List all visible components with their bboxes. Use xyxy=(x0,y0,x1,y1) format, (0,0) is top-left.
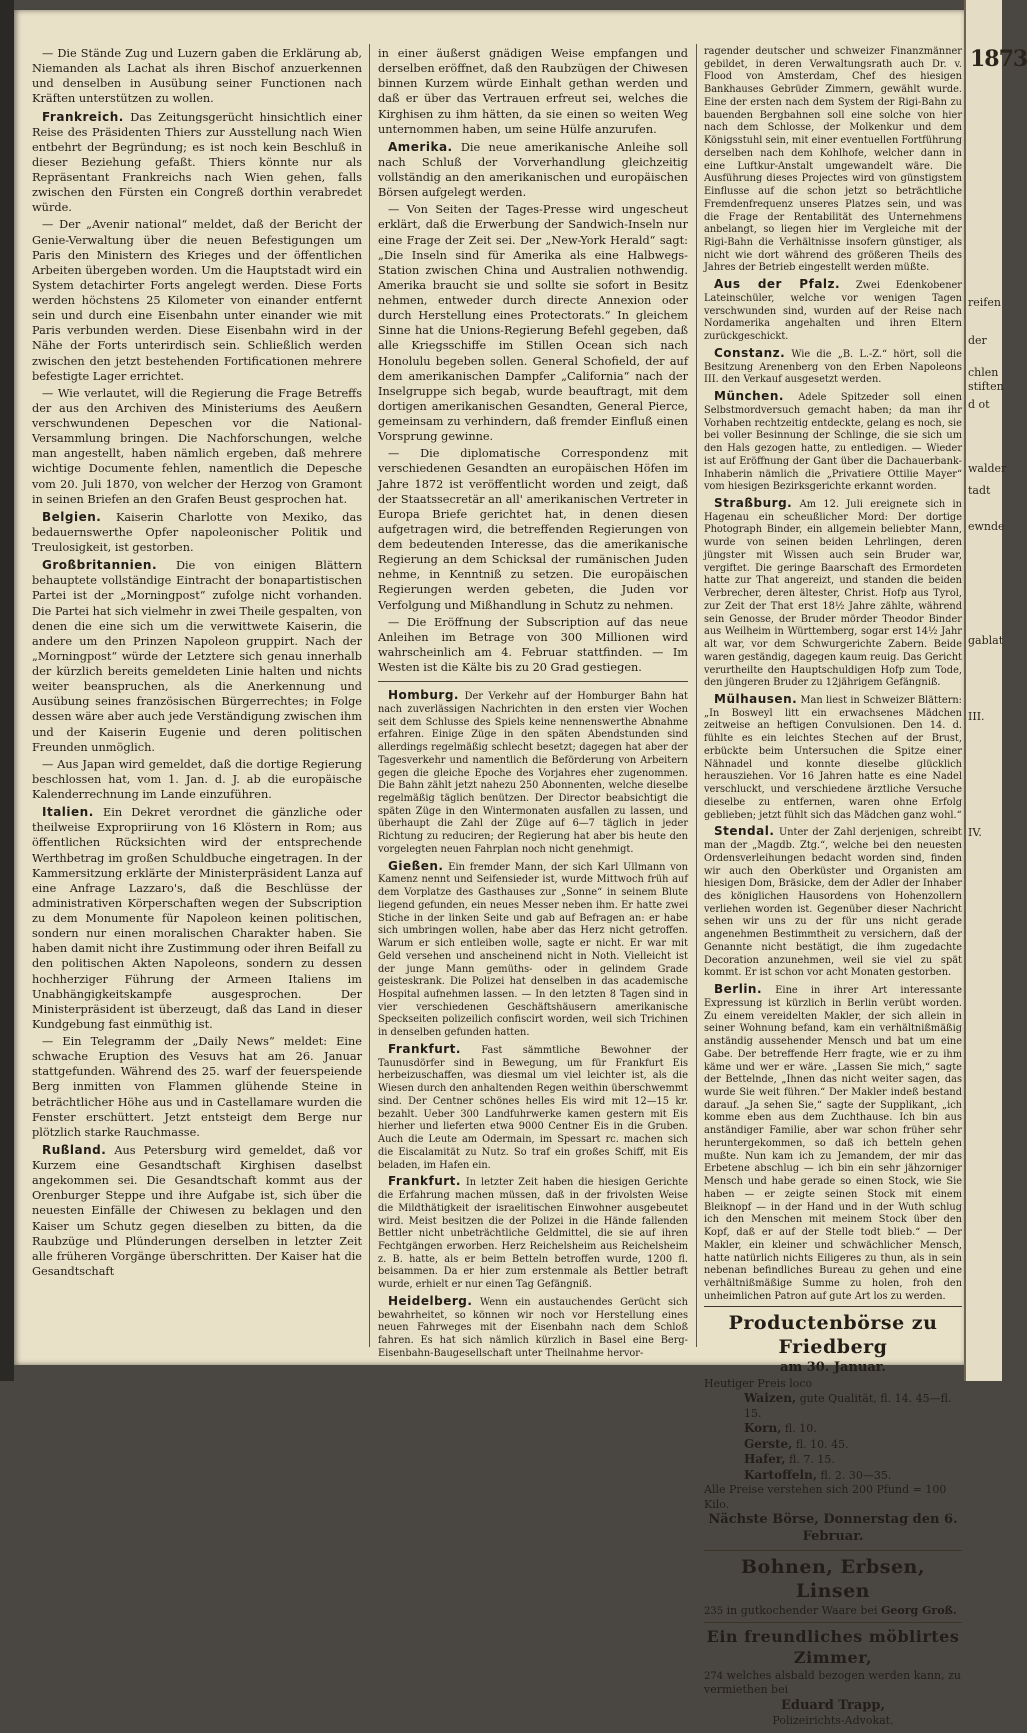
paragraph: — Wie verlautet, will die Regierung die Frage Betreffs der aus den Archiven des Ministeriums des Aeußern verschwundenen Depeschen vor die National-Versammlung bringen. Die Nachforschungen, welche man angestellt, haben nämlich ergeben, daß mehrere wichtige Documente fehlen, namentlich die Depesche vom 20. Juli 1870, von welcher der Herzog von Gramont in seinen Briefen an den Grafen Beust gesprochen hat. xyxy=(32,386,362,506)
edge-fragment: d ot xyxy=(968,398,990,411)
article-text: In letzter Zeit haben die hiesigen Gerichte die Erfahrung machen müssen, daß in der frivolsten Weise die Mildthätigkeit der israelitischen Einwohner ausgebeutet wird. Meist besitzen die der Polizei in die Hände fallenden Bettler nicht unbeträchtliche Geldmittel, die sie auf ihren Fechtgängen erworben. Herz Reichelsheim aus Reichelsheim z. B. hatte, als er beim Betteln betroffen wurde, 1200 fl. beisammen. Da er hier zum erstenmale als Bettler betraft wurde, erhielt er nur einen Tag Gefängniß. xyxy=(378,1177,688,1291)
section-heading: München. xyxy=(714,389,784,404)
price-value: fl. 10. xyxy=(784,1421,817,1435)
ad-productenboerse xyxy=(704,1306,962,1550)
section-heading: Frankreich. xyxy=(42,109,124,124)
newspaper-page xyxy=(14,10,964,1728)
ad-body xyxy=(704,1669,962,1698)
price-value: fl. 7. 15. xyxy=(789,1453,835,1467)
section-heading: Gießen. xyxy=(388,858,444,873)
ad-intro: Heutiger Preis loco xyxy=(704,1376,813,1390)
ad-number: 235 xyxy=(704,1606,724,1618)
section-heading: Stendal. xyxy=(714,824,775,839)
ad-body xyxy=(704,1604,962,1618)
edge-fragment: der xyxy=(968,334,987,347)
price-row xyxy=(704,1391,962,1421)
edge-fragment: ewnde xyxy=(968,520,1005,533)
section-heading: Belgien. xyxy=(42,509,102,524)
edge-fragment: chlen xyxy=(968,366,999,379)
price-row xyxy=(704,1452,962,1468)
ad-name: Georg Groß. xyxy=(880,1604,957,1618)
article-text: Die von einigen Blättern behauptete vollständige Eintracht der bonapartistischen Partei ist der „Morningpost“ zufolge nicht vorhanden. Die Partei hat sich vielmehr in zwei Theile gespalten, von denen die eine sich um die verwittwete Kaiserin, die andere um den Prinzen Napoleon gruppirt. Nach der „Morningpost“ würde der Letztere sich genau innerhalb der kürzlich bereits gemeldeten Linie halten und nichts weiter beanspruchen, als die Anerkennung und Ausübung seines französischen Bürgerrechtes; in Folge dessen wäre aber auch jede Verständigung zwischen ihm und der Kaiserin Eugenie und deren politischen Freunden unmöglich. xyxy=(32,559,362,754)
adjacent-page-edge xyxy=(964,0,1027,1381)
section-heading: Homburg. xyxy=(388,688,459,703)
article-text: Eine in ihrer Art interessante Expressung ist kürzlich in Berlin verübt worden. Zu einem vereidelten Makler, der sich allein in seiner Wohnung befand, kam ein verhältnißmäßig anständig aussehender Mensch und bat um eine Gabe. Der betreffende Herr fragte, wie er zu ihm käme und wer er wäre. „Lassen Sie mich,“ sagte der Bettelnde, „Ihnen das nicht weiter sagen, das wurde Sie weit führen.“ Der Makler indeß bestand darauf. „Ja sehen Sie,“ sagte der Supplikant, „ich komme eben aus dem Zuchthause. Ich bin aus anständiger Familie, aber war schon früher sehr heruntergekommen, so daß ich betteln gehen mußte. Nun kam ich zu Jemandem, der mir das Erbetene abschlug — ich bin ein sehr jähzorniger Mensch und habe gerade so einen Stock, wie Sie haben — er zeigte seinen Stock mit einem Bleiknopf — in der Hand und in der Wuth schlug ich den Menschen mit meinem Stock über den Kopf, daß er auf der Stelle todt blieb.“ — Der Makler, ein kleiner und schwächlicher Mensch, hatte natürlich nichts Eiligeres zu thun, als in sein nebenan befindliches Bureau zu gehen und eine verhältnißmäßige Summe zu holen, froh den unheimlichen Patron auf gute Art los zu werden. xyxy=(704,985,962,1302)
paragraph: in einer äußerst gnädigen Weise empfangen und derselben eröffnet, daß den Raubzügen der Chiwesen binnen Kurzem würde Einhalt gethan werden und daß er über das Vertrauen erfreut sei, welches die Kirghisen zu ihm hätten, da sie einen so weiten Weg unternommen haben, um seine Hülfe anzurufen. xyxy=(378,47,688,136)
ad-title: Productenbörse zu Friedberg xyxy=(728,1311,938,1359)
price-row xyxy=(704,1437,962,1453)
paragraph: — Von Seiten der Tages-Presse wird ungescheut erklärt, daß die Erwerbung der Sandwich-Inseln nur eine Frage der Zeit sei. Der „New-York Herald“ sagt: „Die Inseln sind für Amerika als eine Halbwegs-Station zwischen China und Australien nothwendig. Amerika braucht sie und sollte sie sofort in Besitz nehmen, entweder durch directe Annexion oder durch Herstellung eines Protectorats.“ In gleichem Sinne hat die Unions-Regierung Befehl gegeben, daß alle Kriegsschiffe im Stillen Ocean sich nach Honolulu begeben sollen. General Schofield, der auf dem amerikanischen Dampfer „California“ nach der Inselgruppe sich begab, wurde beauftragt, mit dem dortigen amerikanischen Gesandten, General Pierce, gemeinsam zu verhindern, daß fremder Einfluß einen Vorsprung gewinne. xyxy=(378,203,688,444)
price-value: fl. 2. 30—35. xyxy=(820,1468,892,1482)
article-russland xyxy=(32,1142,362,1279)
article-heidelberg xyxy=(378,1294,688,1361)
column-2 xyxy=(378,46,688,1359)
ad-bohnen xyxy=(704,1550,962,1623)
article-text: Wie die „B. L.-Z.“ hört, soll die Besitzung Arenenberg von den Erben Napoleons III. den Verkauf ausgesetzt werden. xyxy=(704,348,962,386)
paragraph: — Die Stände Zug und Luzern gaben die Erklärung ab, Niemanden als Lachat als ihren Bischof anzuerkennen und denselben in Ausübung seiner Functionen nach Kräften unterstützen zu wollen. xyxy=(32,47,362,106)
paragraph: — Die Eröffnung der Subscription auf das neue Anleihen im Betrage von 300 Millionen wird wahrscheinlich am 4. Februar stattfinden. — Im Westen ist die Kälte bis zu 20 Grad gestiegen. xyxy=(378,615,688,674)
article-pfalz xyxy=(704,277,962,344)
paragraph: — Die diplomatische Correspondenz mit verschiedenen Gesandten an europäischen Höfen im Jahre 1872 ist veröffentlicht worden und zeigt, daß der Staatssecretär an all' amerikanischen Vertreter in Europa Briefe gerichtet hat, in denen diesen aufgetragen wird, die betreffenden Regierungen von dem bedeutenden Interesse, das die amerikanische Regierung an dem Schicksal der rumänischen Juden nehme, in Kenntniß zu setzen. Die europäischen Regierungen werden gebeten, die Juden vor Verfolgung und Mißhandlung in Schutz zu nehmen. xyxy=(378,447,688,612)
article-text: Adele Spitzeder soll einen Selbstmordversuch gemacht haben; da man ihr Vorhaben rechtzeitig entdeckte, gelang es noch, sie bei voller Besinnung der Schlinge, die sie sich um den Hals gezogen hatte, zu entledigen. — Wieder ist auf Eröffnung der Gant über die Dachauerbank-Inhaberin nämlich die „Privatiere Ottilie Mayer“ vom hiesigen Bezirksgerichte erkannt worden. xyxy=(704,392,962,493)
article-text: Ein fremder Mann, der sich Karl Ullmann von Kamenz nennt und Seifensieder ist, wurde Mittwoch früh auf dem Vorplatze des Gasthauses zur „Sonne“ in seinem Blute liegend gefunden, ein neues Messer neben ihm. Er hatte zwei Stiche in der linken Seite und gab auf Befragen an: er habe sich umbringen wollen, habe aber das Herz nicht getroffen. Warum er sich entleiben wolle, sagte er nicht. Er war mit Geld versehen und anscheinend nicht in Noth. Vielleicht ist der junge Mann gemüths- oder in gelindem Grade geisteskrank. Die Polizei hat denselben in das academische Hospital aufnehmen lassen. — In den letzten 8 Tagen sind in vier verschiedenen Geschäftshäusern amerikanische Speckseiten polizeilich confiscirt worden, weil sich Trichinen in denselben gefunden hatten. xyxy=(378,861,688,1039)
section-heading: Constanz. xyxy=(714,345,786,360)
article-text: Zwei Edenkobener Lateinschüler, welche vor wenigen Tagen verschwunden sind, wurden auf der Reise nach Nordamerika angehalten und ihren Eltern zurückgeschickt. xyxy=(704,280,962,343)
ad-role: Polizeirichts-Advokat. xyxy=(772,1714,894,1728)
article-text: Das Zeitungsgerücht hinsichtlich einer Reise des Präsidenten Thiers zur Ausstellung nach Wien entbehrt der Begründung; es ist noch kein Beschluß in dieser Beziehung gefaßt. Thiers könnte nur als Repräsentant Frankreichs nach Wien gehen, falls zwischen den Fürsten ein Congreß dorthin verabredet würde. xyxy=(32,110,363,215)
price-value: gute Qualität, fl. 14. 45—fl. 15. xyxy=(744,1392,952,1420)
edge-fragment: reifen xyxy=(968,296,1001,309)
ad-text: welches alsbald bezogen werden kann, zu vermiethen bei xyxy=(704,1668,961,1697)
column-rule xyxy=(369,44,370,1347)
local-news xyxy=(378,688,688,1360)
edge-fragment: III. xyxy=(968,710,985,723)
article-frankfurt xyxy=(378,1042,688,1172)
section-heading: Berlin. xyxy=(714,982,763,997)
section-heading: Mülhausen. xyxy=(714,691,798,706)
section-divider xyxy=(378,681,688,682)
paragraph: — Aus Japan wird gemeldet, daß die dortige Regierung beschlossen hat, vom 1. Jan. d. J. ab die europäische Kalenderrechnung im Lande einzuführen. xyxy=(32,757,362,801)
column-1 xyxy=(32,46,362,1345)
article-text: Kaiserin Charlotte von Mexiko, das bedauernswerthe Opfer napoleonischer Politik und Treulosigkeit, ist gestorben. xyxy=(32,510,363,554)
ad-note: Alle Preise verstehen sich 200 Pfund = 100 Kilo. xyxy=(704,1483,947,1511)
article-muenchen xyxy=(704,389,962,494)
article-text: Am 12. Juli ereignete sich in Hagenau ein scheußlicher Mord: Der dortige Photograph Binder, ein allgemein beliebter Mann, wurde von seinen beiden Lehrlingen, deren jüngster mit Wissen auch sein Bruder war, vergiftet. Die geringe Baarschaft des Ermordeten hatte zur That angereizt, und standen die beiden Verbrecher, deren ältester, Christ. Hofp aus Tyrol, zur Zeit der That erst 18½ Jahre zählte, während sein Genosse, der Bruder mörder Theodor Binder aus Weilheim in Württemberg, sogar erst 14½ Jahr alt war, vor dem Schwurgerichte Zabern. Beide waren geständig, dagegen kaum reuig. Das Gericht verurtheilte den Hauptschuldigen Hofp zum Tode, den jüngeren Bruder zu 12jährigem Gefängniß. xyxy=(704,498,962,689)
paragraph: — Ein Telegramm der „Daily News“ meldet: Eine schwache Eruption des Vesuvs hat am 26. Januar stattgefunden. Während des 25. warf der feuerspeiende Berg inmitten von Flammen glühende Steine in beträchtlicher Höhe aus und in Castellamare wurden die Fenster erschüttert. Jetzt entsteigt dem Berge nur plötzlich starke Rauchmasse. xyxy=(32,1035,362,1139)
article-text: Man liest in Schweizer Blättern: „In Bosweyl litt ein erwachsenes Mädchen zeitweise an heftigen Convulsionen. Den 14. d. fühlte es ein leichtes Stechen auf der Brust, erbückte beim Untersuchen die Spitze einer Nähnadel und konnte dieselbe glücklich herausziehen. Vor 16 Jahren hatte es eine Nadel verschluckt, und verschiedene ärztliche Versuche dieselbe zu entfernen, waren ohne Erfolg geblieben; jetzt fühlt sich das Mädchen ganz wohl.“ xyxy=(704,694,962,821)
article-text: Der Verkehr auf der Homburger Bahn hat nach zuverlässigen Nachrichten in den ersten vier Wochen seit dem Schlusse des Spiels keine nennenswerthe Abnahme erfahren. Einige Züge in den späten Abendstunden sind allerdings regelmäßig schlecht besetzt; dagegen hat aber der Tagesverkehr und namentlich die Beförderung von Arbeitern gegen die gleiche Epoche des Vorjahres eher zugenommen. Die Bahn zählt jetzt nahezu 250 Abonnenten, welche dieselbe regelmäßig täglich benützen. Der Director beabsichtigt die späten Züge in den Wintermonaten ausfallen zu lassen, und überhaupt die Zahl der Züge auf 6—7 täglich in jeder Richtung zu reduciren; der Regierung hat aber bis heute den vorgelegten neuen Fahrplan noch nicht genehmigt. xyxy=(378,691,688,855)
article-text: Ein Dekret verordnet die gänzliche oder theilweise Expropriirung von 16 Klöstern in Rom; aus öffentlichen Rücksichten wird der entsprechende Werthbetrag im großen Schuldbuche eingetragen. In der Kammersitzung erklärte der Ministerpräsident Lanza auf eine Anfrage Lazzaro's, daß die Beschlüsse der administrativen Körperschaften wegen der Subscription zu dem Monumente für Napoleon keinen politischen, sondern nur einen moralischen Charakter haben. Sie haben damit nicht ihre Zustimmung oder ihren Beifall zu den politischen Akten Napoleons, sondern zu dessen hochherziger Führung der Armeen Italiens im Unabhängigkeitskampfe ausgesprochen. Der Ministerpräsident ist überzeugt, daß das Land in dieser Kundgebung fast einmüthig ist. xyxy=(32,806,362,1031)
section-heading: Amerika. xyxy=(388,139,453,154)
edge-fragment: gablat xyxy=(968,634,1004,647)
price-list xyxy=(704,1391,962,1483)
price-row xyxy=(704,1468,962,1484)
article-frankfurt-2 xyxy=(378,1174,688,1292)
ad-text: in gutkochender Waare bei xyxy=(726,1604,878,1618)
edge-fragment: stiften xyxy=(968,380,1004,393)
ad-next-date: Nächste Börse, Donnerstag den 6. Februar. xyxy=(708,1511,958,1544)
price-row xyxy=(704,1421,962,1437)
paragraph: ragender deutscher und schweizer Finanzmänner gebildet, in deren Verwaltungsrath auch Dr. v. Flood von Amsterdam, Chef des hiesigen Bankhauses Gebrüder Zimmern, gewählt wurde. Eine der ersten nach dem System der Rigi-Bahn zu bauenden Bergbahnen soll eine solche von hier nach dem Schlosse, der Molkenkur und dem Königsstuhl sein, mit einer eventuellen Fortführung derselben nach dem Kohlhofe, welcher dann in eine Luftkur-Anstalt umgewandelt wäre. Die Ausführung dieses Projectes wird von günstigstem Einflusse auf die schon jetzt so beträchtliche Fremdenfrequenz unseres Platzes sein, und was die Frage der Rentabilität des Unternehmens anbelangt, so liegen hier im Vergleiche mit der Rigi-Bahn die Verhältnisse insofern günstiger, als nicht wie dort während des größeren Theils des Jahres der Betrieb eingestellt werden müßte. xyxy=(704,46,962,274)
ad-zimmer xyxy=(704,1622,962,1732)
section-heading: Aus der Pfalz. xyxy=(714,277,841,292)
column-rule xyxy=(696,44,697,1347)
ad-number: 274 xyxy=(704,1670,724,1682)
article-text: Wenn ein austauchendes Gerücht sich bewahrheitet, so können wir noch vor Herstellung eines neuen Fahrweges mit der Eisenbahn nach dem Schloß fahren. Es hat sich nämlich kürzlich in Basel eine Berg-Eisenbahn-Baugesellschaft unter Theilnahme hervor- xyxy=(378,1296,688,1359)
article-text: Die neue amerikanische Anleihe soll nach Schluß der Vorverhandlung gleichzeitig vollständig an den amerikanischen und europäischen Börsen aufgelegt werden. xyxy=(378,140,688,200)
section-heading: Italien. xyxy=(42,805,94,820)
price-item: Kartoffeln, xyxy=(744,1467,818,1482)
edge-fragment: walder xyxy=(968,462,1007,475)
section-heading: Frankfurt. xyxy=(388,1174,461,1189)
book-binding xyxy=(0,0,14,1381)
article-giessen xyxy=(378,859,688,1040)
article-homburg xyxy=(378,688,688,857)
ad-title: Bohnen, Erbsen, Linsen xyxy=(741,1555,925,1603)
article-berlin xyxy=(704,982,962,1303)
section-heading: Straßburg. xyxy=(714,495,793,510)
article-italien xyxy=(32,804,362,1032)
section-heading: Großbritannien. xyxy=(42,558,158,573)
edge-fragment: IV. xyxy=(968,826,982,839)
section-heading: Rußland. xyxy=(42,1142,107,1157)
column-3 xyxy=(704,46,962,1728)
price-item: Hafer, xyxy=(744,1452,786,1467)
article-constanz xyxy=(704,346,962,387)
section-heading: Frankfurt. xyxy=(388,1041,461,1056)
article-text: Aus Petersburg wird gemeldet, daß vor Kurzem eine Gesandtschaft Kirghisen daselbst angekommen sei. Die Gesandtschaft kommt aus der Orenburger Steppe und ihre Aufgabe ist, sich über die neuesten Einfälle der Chiwesen zu beklagen und den Kaiser um Schutz gegen dieselben zu bitten, da die Raubzüge und Plünderungen derselben in letzter Zeit alle früheren Vorgänge überschritten. Der Kaiser hat die Gesandtschaft xyxy=(32,1143,363,1278)
article-strassburg xyxy=(704,496,962,690)
article-frankreich xyxy=(32,109,362,216)
article-muelhausen xyxy=(704,692,962,822)
ad-date: am 30. Januar. xyxy=(780,1359,886,1375)
article-text: Fast sämmtliche Bewohner der Taunusdörfer sind in Bewegung, um für Frankfurt Eis herbeizuschaffen, was diesmal um viel leichter ist, als die Wiesen durch den anhaltenden Regen weithin überschwemmt sind. Der Centner schönes helles Eis wird mit 12—15 kr. bezahlt. Ueber 300 Landfuhrwerke kamen gestern mit Eis hierher und lieferten etwa 9000 Centner Eis in die Gruben. Auch die Leute am Odermain, im Spessart rc. machen sich die Eiscalamität zu Nutz. So traf ein großes Schiff, mit Eis beladen, im Hafen ein. xyxy=(378,1044,688,1171)
section-heading: Heidelberg. xyxy=(388,1293,473,1308)
ad-title: Ein freundliches möblirtes Zimmer, xyxy=(706,1627,960,1668)
edge-year: 1873 xyxy=(970,46,1027,72)
article-text: Unter der Zahl derjenigen, schreibt man der „Magdb. Ztg.“, welche bei den neuesten Ordensverleihungen bedacht worden sind, finden wir auch den Oberküster und Organisten am hiesigen Dom, Bräsicke, dem der Adler der Inhaber des königlichen Hausordens von Hohenzollern verliehen worden ist. Gegenüber dieser Nachricht sehen wir uns zu der für uns nicht gerade angenehmen Bestimmtheit zu versichern, daß der Genannte nicht bestätigt, die ihm zugedachte Decoration anzunehmen, weil sie viel zu spät kommt. Er ist schon vor acht Monaten gestorben. xyxy=(704,827,962,979)
paragraph: — Der „Avenir national“ meldet, daß der Bericht der Genie-Verwaltung über die neuen Befestigungen um Paris den Ministern des Krieges und der öffentlichen Arbeiten übergeben worden. Um die Hauptstadt wird ein System detachirter Forts angelegt werden. Diese Forts werden höchstens 25 Kilometer von einander entfernt sein und durch eine Eisenbahn unter einander wie mit Paris verbunden werden. Diese Eisenbahn wird in der Nähe der Forts unterirdisch sein. Schließlich werden zwischen den jetzt bestehenden Fortificationen mehrere befestigte Lager errichtet. xyxy=(32,218,362,383)
price-item: Korn, xyxy=(744,1420,782,1435)
ad-name: Eduard Trapp, xyxy=(780,1697,886,1713)
article-belgien xyxy=(32,509,362,555)
price-item: Waizen, xyxy=(744,1391,797,1406)
article-amerika xyxy=(378,139,688,201)
price-item: Gerste, xyxy=(744,1436,793,1451)
article-stendal xyxy=(704,824,962,980)
article-grossbritannien xyxy=(32,557,362,755)
edge-fragment: tadt xyxy=(968,484,991,497)
price-value: fl. 10. 45. xyxy=(795,1437,849,1451)
